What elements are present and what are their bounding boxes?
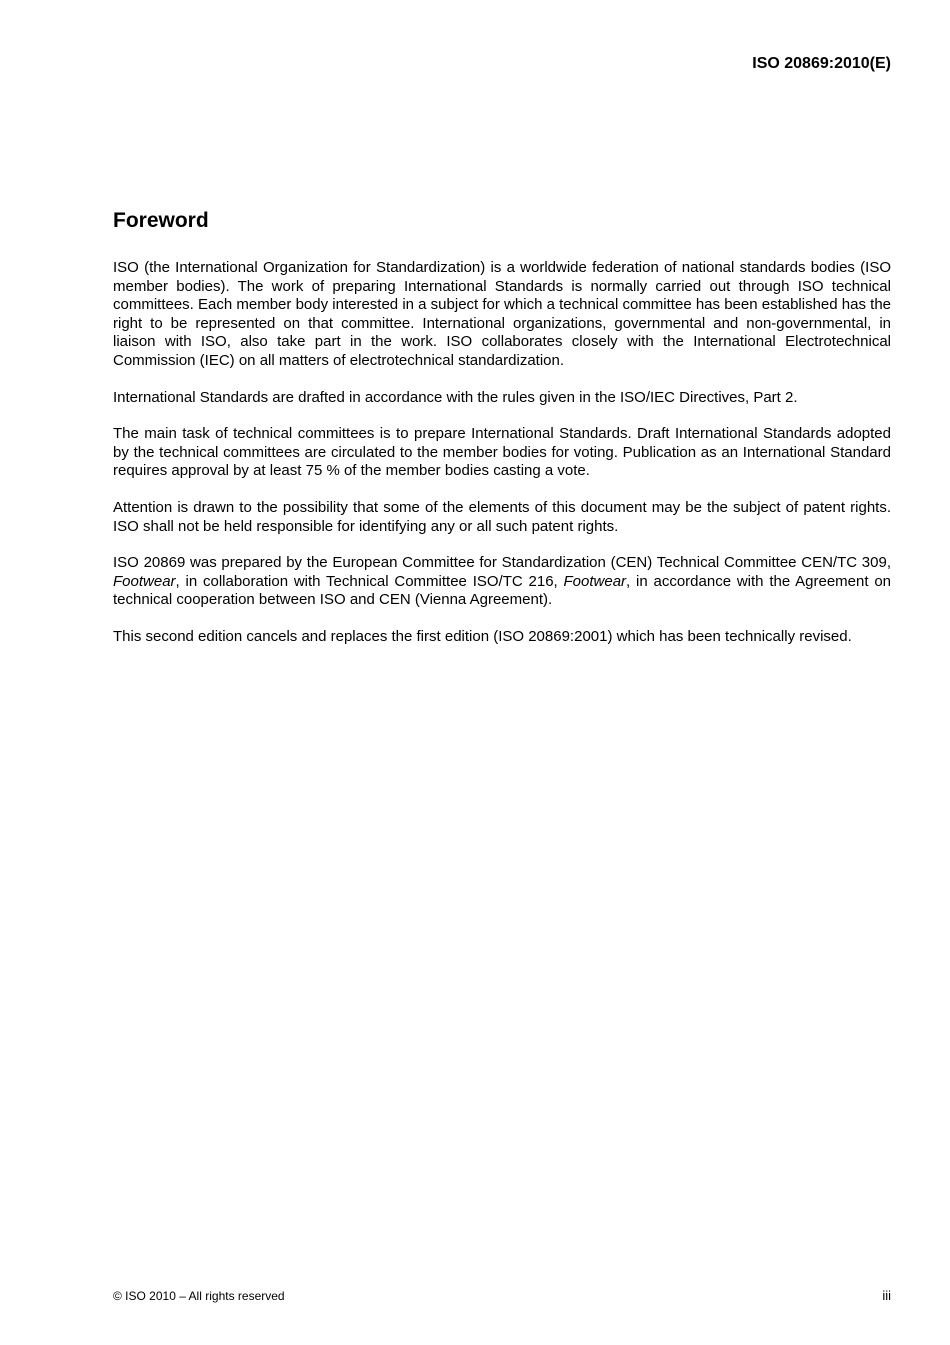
page-number: iii (882, 1288, 891, 1303)
preparation-text-1: ISO 20869 was prepared by the European Committee for Standardization (CEN) Technical Committee CEN/TC 309, (113, 554, 891, 572)
paragraph-iso-federation: ISO (the International Organization for Standardization) is a worldwide federation of national standards bodies (ISO member bodies). The work of preparing International Standards is normally carried out through ISO technical committees. Each member body interested in a subject for which a technical committee has been established has the right to be represented on that committee. International organizations, governmental and non-governmental, in liaison with ISO, also take part in the work. ISO collaborates closely with the International Electrotechnical Commission (IEC) on all matters of electrotechnical standardization. (113, 259, 891, 369)
document-identifier: ISO 20869:2010(E) (752, 55, 891, 72)
foreword-heading: Foreword (113, 209, 209, 232)
paragraph-patent-notice: Attention is drawn to the possibility that some of the elements of this document may be the subject of patent rights. ISO shall not be held responsible for identifying any or all such patent rights. (113, 498, 891, 535)
foreword-body (113, 259, 891, 665)
committee-title-cen: Footwear (113, 572, 176, 590)
preparation-text-3: , in accordance with the Agreement on technical cooperation between ISO and CEN (Vienna Agreement). (113, 572, 892, 609)
footer-copyright: © ISO 2010 – All rights reserved (113, 1289, 285, 1303)
paragraph-directives: International Standards are drafted in accordance with the rules given in the ISO/IEC Directives, Part 2. (113, 388, 798, 406)
paragraph-committee-task: The main task of technical committees is to prepare International Standards. Draft International Standards adopted by the technical committees are circulated to the member bodies for voting. Publication as an International Standard requires approval by at least 75 % of the member bodies casting a vote. (113, 425, 891, 480)
paragraph-edition: This second edition cancels and replaces the first edition (ISO 20869:2001) which has been technically revised. (113, 627, 852, 645)
paragraph-preparation (113, 554, 891, 610)
committee-title-iso: Footwear (563, 572, 627, 590)
preparation-text-2: , in collaboration with Technical Committee ISO/TC 216, (175, 572, 564, 590)
